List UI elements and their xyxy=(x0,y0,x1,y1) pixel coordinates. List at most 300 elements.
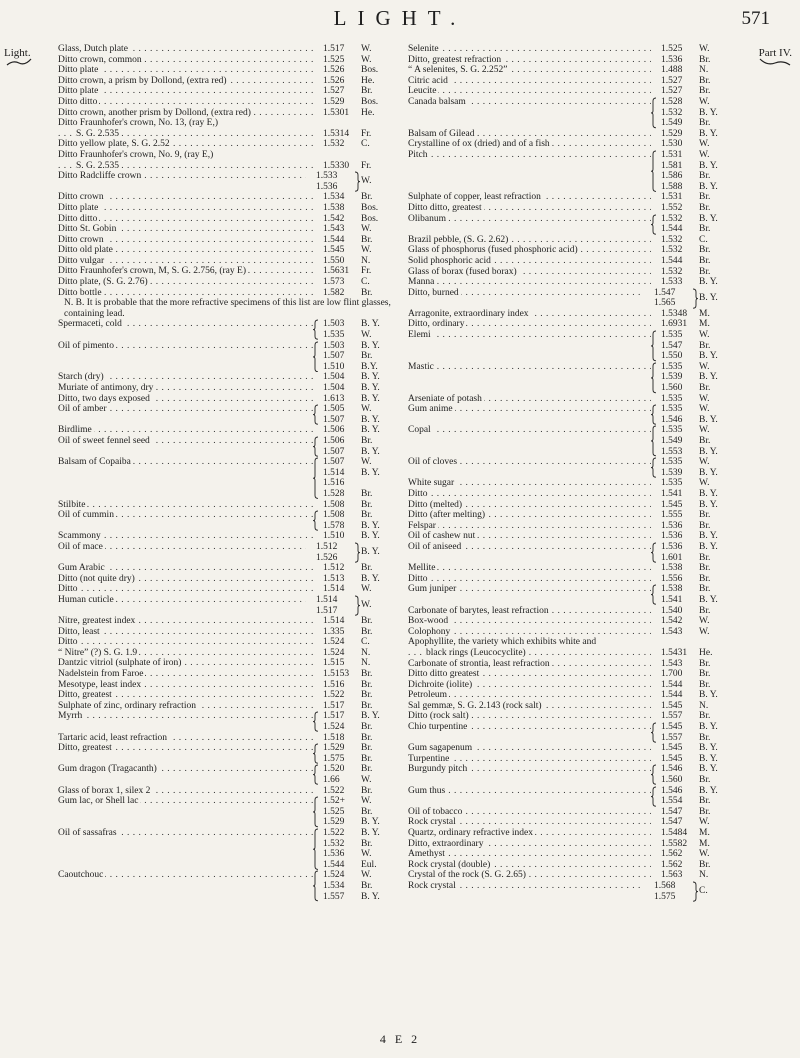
left-table-column xyxy=(58,44,393,902)
substance-name: Solid phosphoric acid xyxy=(408,255,491,266)
substance-name: Ditto xyxy=(408,573,428,584)
refractive-index-value: 1.5348 xyxy=(661,308,688,319)
refractive-index-value: 1.542 xyxy=(323,213,345,224)
refractive-index-value: 1.535 xyxy=(661,330,683,341)
authority-abbrev: Br. xyxy=(699,796,711,807)
table-row xyxy=(408,690,733,701)
authority-abbrev: Br. xyxy=(699,192,711,203)
refractive-index-value: 1.532 xyxy=(661,107,683,118)
table-row xyxy=(58,436,393,457)
refractive-index-value: 1.504 xyxy=(323,383,345,394)
authority-abbrev: N. xyxy=(361,647,371,658)
refractive-index-value: 1.528 xyxy=(323,488,345,499)
right-brace-mark xyxy=(354,171,360,192)
authority-abbrev: Br. xyxy=(361,287,373,298)
authority-abbrev: Br. xyxy=(699,202,711,213)
table-row xyxy=(408,722,733,743)
table-row xyxy=(408,764,733,785)
refractive-index-value: 1.544 xyxy=(661,690,683,701)
refractive-index-value: 1.545 xyxy=(323,245,345,256)
substance-name: Amethyst xyxy=(408,849,445,860)
refractive-index-value: 1.531 xyxy=(661,149,683,160)
refractive-index-value: 1.549 xyxy=(661,118,683,129)
authority-abbrev: W. xyxy=(361,224,372,235)
authority-abbrev: Br. xyxy=(361,669,373,680)
table-row xyxy=(408,669,733,680)
table-row xyxy=(58,319,393,340)
table-row xyxy=(58,711,393,732)
refractive-index-value: 1.557 xyxy=(661,711,683,722)
substance-name: Ditto Fraunhofer's crown, No. 13, (ray E,) xyxy=(58,118,219,129)
substance-name: Ditto ditto greatest xyxy=(408,669,480,680)
refractive-index-value: 1.536 xyxy=(661,531,683,542)
refractive-index-value: 1.512 xyxy=(323,563,345,574)
refractive-index-value: 1.586 xyxy=(661,171,683,182)
refractive-index-value: 1.547 xyxy=(661,340,683,351)
authority-abbrev: B.Y. xyxy=(361,361,378,372)
right-brace-mark xyxy=(692,881,698,902)
authority-abbrev: Br. xyxy=(361,510,373,521)
substance-name: Olibanum xyxy=(408,213,446,224)
substance-name: Manna xyxy=(408,277,435,288)
table-row xyxy=(408,659,733,670)
authority-abbrev: Br. xyxy=(699,510,711,521)
table-row xyxy=(58,733,393,744)
authority-abbrev: Bos. xyxy=(361,96,379,107)
table-row xyxy=(58,542,393,563)
authority-abbrev: W. xyxy=(361,849,372,860)
substance-name: Dichroite (iolite) xyxy=(408,679,473,690)
authority-abbrev: B. Y. xyxy=(699,351,718,362)
substance-name: Chio turpentine xyxy=(408,722,468,733)
refractive-index-value: 1.335 xyxy=(323,626,345,637)
authority-abbrev: Br. xyxy=(361,806,373,817)
table-row xyxy=(58,404,393,425)
refractive-index-value: 1.534 xyxy=(323,880,345,891)
refractive-index-value: 1.554 xyxy=(661,796,683,807)
refractive-index-value: 1.543 xyxy=(323,224,345,235)
refractive-index-value: 1.503 xyxy=(323,319,345,330)
authority-abbrev: Br. xyxy=(361,488,373,499)
table-row xyxy=(408,150,733,192)
note-text: N. B. It is probable that the more refractive specimens of this list are low flint glasses, containing lead. xyxy=(64,298,391,319)
refractive-index-value: 1.52+ xyxy=(323,796,345,807)
refractive-index-value: 1.6931 xyxy=(661,319,688,330)
refractive-index-value: 1.550 xyxy=(661,351,683,362)
authority-abbrev: B. Y. xyxy=(699,292,718,303)
refractive-index-value: 1.575 xyxy=(654,891,676,902)
authority-abbrev: Br. xyxy=(699,679,711,690)
table-row xyxy=(408,542,733,563)
authority-abbrev: Br. xyxy=(699,658,711,669)
authority-abbrev: N. xyxy=(361,658,371,669)
refractive-index-value: 1.504 xyxy=(323,372,345,383)
refractive-index-value: 1.524 xyxy=(323,870,345,881)
table-row xyxy=(58,288,393,299)
refractive-index-value: 1.536 xyxy=(661,520,683,531)
authority-abbrev: N. xyxy=(361,255,371,266)
authority-abbrev: Fr. xyxy=(361,160,372,171)
left-brace-mark xyxy=(313,319,319,340)
table-row xyxy=(58,76,393,87)
table-row xyxy=(408,860,733,871)
substance-name: Ditto vulgar xyxy=(58,255,105,266)
left-brace-mark xyxy=(651,330,657,362)
refractive-index-value: 1.533 xyxy=(316,171,338,182)
refractive-index-value: 1.518 xyxy=(323,732,345,743)
substance-name: Ditto bottle xyxy=(58,287,102,298)
authority-abbrev: M. xyxy=(699,308,710,319)
substance-name: Carbonate of strontia, least refraction xyxy=(408,658,550,669)
refractive-index-value: 1.545 xyxy=(661,700,683,711)
refractive-index-value: 1.581 xyxy=(661,160,683,171)
authority-abbrev: Br. xyxy=(361,86,373,97)
refractive-index-value: 1.507 xyxy=(323,351,345,362)
substance-name: Citric acid xyxy=(408,75,448,86)
authority-abbrev: Br. xyxy=(361,880,373,891)
refractive-index-value: 1.557 xyxy=(661,732,683,743)
table-row xyxy=(408,235,733,246)
table-row xyxy=(408,754,733,765)
authority-abbrev: W. xyxy=(699,96,710,107)
authority-abbrev: C. xyxy=(699,886,708,897)
refractive-index-value: 1.66 xyxy=(323,775,340,785)
table-row xyxy=(58,658,393,669)
authority-abbrev: Br. xyxy=(699,806,711,817)
table-row xyxy=(408,55,733,66)
substance-name: Tartaric acid, least refraction xyxy=(58,732,168,743)
table-row xyxy=(408,65,733,76)
table-row xyxy=(58,129,393,140)
refractive-index-value: 1.529 xyxy=(661,128,683,139)
table-row xyxy=(408,394,733,405)
substance-name: Gum anime xyxy=(408,404,453,415)
substance-name: Copal xyxy=(408,425,431,436)
substance-name: Gum Arabic xyxy=(58,563,105,574)
authority-abbrev: Br. xyxy=(699,340,711,351)
refractive-index-value: 1.526 xyxy=(323,75,345,86)
authority-abbrev: B. Y. xyxy=(699,690,718,701)
refractive-index-value: 1.547 xyxy=(661,806,683,817)
refractive-index-value: 1.522 xyxy=(323,690,345,701)
table-row xyxy=(408,839,733,850)
table-row xyxy=(408,500,733,511)
substance-name: Oil of cashew nut xyxy=(408,531,476,542)
authority-abbrev: B. Y. xyxy=(361,467,380,478)
refractive-index-value: 1.535 xyxy=(661,457,683,468)
substance-name: White sugar xyxy=(408,478,455,489)
refractive-index-value: 1.541 xyxy=(661,594,683,605)
substance-name: Crystal of the rock (S. G. 2.65) xyxy=(408,870,526,881)
substance-name: Starch (dry) xyxy=(58,372,104,383)
table-row xyxy=(58,394,393,405)
substance-name: Petroleum xyxy=(408,690,448,701)
table-row xyxy=(408,637,733,648)
refractive-index-value: 1.535 xyxy=(661,361,683,372)
table-row xyxy=(408,606,733,617)
authority-abbrev: Br. xyxy=(699,171,711,182)
authority-abbrev: W. xyxy=(699,457,710,468)
authority-abbrev: Br. xyxy=(699,266,711,277)
refractive-index-value: 1.532 xyxy=(661,213,683,224)
refractive-index-value: 1.573 xyxy=(323,277,345,288)
table-row xyxy=(58,595,393,616)
refractive-index-value: 1.545 xyxy=(661,753,683,764)
refractive-index-value: 1.535 xyxy=(661,425,683,436)
authority-abbrev: He. xyxy=(699,647,713,658)
authority-abbrev: B. Y. xyxy=(361,383,380,394)
right-brace-mark xyxy=(692,288,698,309)
authority-abbrev: B. Y. xyxy=(699,489,718,500)
substance-name: Box-wood xyxy=(408,616,449,627)
authority-abbrev: B. Y. xyxy=(699,764,718,775)
substance-name: “ Nitre” (?) S. G. 1.9 xyxy=(58,647,138,658)
substance-name: Ditto, greatest refraction xyxy=(408,54,502,65)
substance-name: Crystalline of ox (dried) and of a fish xyxy=(408,139,550,150)
refractive-index-value: 1.700 xyxy=(661,669,683,680)
substance-name: Ditto St. Gobin xyxy=(58,224,117,235)
authority-abbrev: Br. xyxy=(361,351,373,362)
table-row xyxy=(408,97,733,129)
table-row xyxy=(408,489,733,500)
table-row xyxy=(408,531,733,542)
table-row xyxy=(408,828,733,839)
substance-name: Ditto plate, (S. G. 2.76) xyxy=(58,277,148,288)
left-brace-mark xyxy=(313,404,319,425)
refractive-index-value: 1.516 xyxy=(323,478,345,489)
substance-name: Brazil pebble, (S. G. 2.62) xyxy=(408,234,509,245)
table-row xyxy=(408,563,733,574)
substance-name: Muriate of antimony, dry xyxy=(58,383,154,394)
table-note xyxy=(58,298,393,319)
authority-abbrev: Br. xyxy=(699,584,711,595)
refractive-index-value: 1.5431 xyxy=(661,647,688,658)
refractive-index-value: 1.532 xyxy=(323,139,345,150)
authority-abbrev: W. xyxy=(699,44,710,54)
substance-name: Gum sagapenum xyxy=(408,743,473,754)
table-row xyxy=(58,203,393,214)
authority-abbrev: W. xyxy=(361,176,372,187)
substance-name: Ditto ditto, greatest xyxy=(408,202,482,213)
refractive-index-value: 1.5314 xyxy=(323,128,350,139)
table-row xyxy=(408,330,733,362)
substance-name: Glass, Dutch plate xyxy=(58,44,128,54)
refractive-index-value: 1.544 xyxy=(661,224,683,235)
substance-name: Ditto Fraunhofer's crown, M, S. G. 2.756, (ray E) xyxy=(58,266,246,277)
refractive-index-value: 1.517 xyxy=(316,605,338,616)
refractive-index-value: 1.538 xyxy=(323,202,345,213)
table-row xyxy=(58,150,393,161)
refractive-index-value: 1.488 xyxy=(661,65,683,76)
authority-abbrev: Br. xyxy=(699,605,711,616)
refractive-index-value: 1.546 xyxy=(661,764,683,775)
table-row xyxy=(58,256,393,267)
substance-name: Ditto, two days exposed xyxy=(58,393,150,404)
authority-abbrev: C. xyxy=(361,139,370,150)
substance-name: Arragonite, extraordinary index xyxy=(408,308,529,319)
authority-abbrev: Fr. xyxy=(361,128,372,139)
table-row xyxy=(408,807,733,818)
refractive-index-value: 1.507 xyxy=(323,446,345,457)
substance-name: Canada balsam xyxy=(408,96,466,107)
authority-abbrev: Eul. xyxy=(361,859,377,870)
table-row xyxy=(58,574,393,585)
authority-abbrev: C. xyxy=(361,277,370,288)
refractive-index-value: 1.525 xyxy=(661,44,683,54)
substance-name: Felspar xyxy=(408,520,436,531)
authority-abbrev: B. Y. xyxy=(699,722,718,733)
table-row xyxy=(58,870,393,902)
substance-name: Arseniate of potash xyxy=(408,393,482,404)
refractive-index-value: 1.514 xyxy=(323,616,345,627)
refractive-index-value: 1.539 xyxy=(661,467,683,478)
substance-name: Ditto, greatest xyxy=(58,690,112,701)
authority-abbrev: Br. xyxy=(699,669,711,680)
substance-name: Nitre, greatest index xyxy=(58,616,136,627)
substance-name: Rock crystal xyxy=(408,880,456,891)
substance-name: Caoutchouc xyxy=(58,870,104,881)
refractive-index-value: 1.505 xyxy=(323,404,345,415)
authority-abbrev: Br. xyxy=(699,75,711,86)
side-label-left: Light. xyxy=(4,47,31,59)
authority-abbrev: W. xyxy=(361,584,372,595)
authority-abbrev: B. Y. xyxy=(361,393,380,404)
refractive-index-value: 1.588 xyxy=(661,181,683,192)
table-row xyxy=(58,637,393,648)
table-row xyxy=(58,245,393,256)
authority-abbrev: Br. xyxy=(699,118,711,129)
table-row xyxy=(58,743,393,764)
refractive-index-value: 1.532 xyxy=(661,266,683,277)
table-row xyxy=(58,171,393,192)
refractive-index-value: 1.540 xyxy=(661,605,683,616)
refractive-index-value: 1.562 xyxy=(661,859,683,870)
authority-abbrev: B. Y. xyxy=(361,446,380,457)
table-row xyxy=(408,680,733,691)
substance-name: Ditto ditto xyxy=(58,96,98,107)
authority-abbrev: W. xyxy=(361,330,372,341)
refractive-index-value: 1.544 xyxy=(661,679,683,690)
refractive-index-value: 1.547 xyxy=(661,817,683,828)
refractive-index-value: 1.535 xyxy=(323,330,345,341)
refractive-index-value: 1.510 xyxy=(323,361,345,372)
substance-name: Glass of borax 1, silex 2 xyxy=(58,785,151,796)
substance-name: Scammony xyxy=(58,531,101,542)
substance-name: Ditto xyxy=(58,637,78,648)
refractive-index-value: 1.516 xyxy=(323,679,345,690)
authority-abbrev: He. xyxy=(361,107,375,118)
side-label-underline-left xyxy=(5,57,33,67)
authority-abbrev: Br. xyxy=(699,573,711,584)
authority-abbrev: Br. xyxy=(699,54,711,65)
refractive-index-value: 1.522 xyxy=(323,827,345,838)
authority-abbrev: B. Y. xyxy=(699,277,718,288)
left-brace-mark xyxy=(651,722,657,743)
refractive-index-value: 1.544 xyxy=(661,255,683,266)
refractive-index-value: 1.5301 xyxy=(323,107,350,118)
substance-name: Mellite xyxy=(408,563,436,574)
table-row xyxy=(408,584,733,605)
authority-abbrev: Br. xyxy=(361,616,373,627)
substance-name: Ditto crown, another prism by Dollond, (extra red) xyxy=(58,107,251,118)
table-row xyxy=(58,563,393,574)
authority-abbrev: Br. xyxy=(361,700,373,711)
substance-name: Rock crystal (double) xyxy=(408,859,491,870)
refractive-index-value: 1.533 xyxy=(661,277,683,288)
authority-abbrev: B. Y. xyxy=(699,414,718,425)
table-row xyxy=(58,192,393,203)
authority-abbrev: Br. xyxy=(361,753,373,764)
substance-name: Oil of sassafras xyxy=(58,827,117,838)
table-row xyxy=(408,457,733,478)
substance-name: Oil of tobacco xyxy=(408,806,463,817)
authority-abbrev: B. Y. xyxy=(699,128,718,139)
refractive-index-value: 1.535 xyxy=(661,404,683,415)
substance-name: Ditto crown, a prism by Dollond, (extra red) xyxy=(58,75,227,86)
refractive-index-value: 1.524 xyxy=(323,722,345,733)
substance-name: Carbonate of barytes, least refraction xyxy=(408,605,549,616)
table-row xyxy=(58,224,393,235)
left-brace-mark xyxy=(651,584,657,605)
table-row xyxy=(408,319,733,330)
refractive-index-value: 1.538 xyxy=(661,584,683,595)
authority-abbrev: W. xyxy=(699,478,710,489)
authority-abbrev: W. xyxy=(699,425,710,436)
left-brace-mark xyxy=(651,214,657,235)
refractive-index-value: 1.542 xyxy=(661,616,683,627)
table-row xyxy=(58,383,393,394)
authority-abbrev: W. xyxy=(699,626,710,637)
authority-abbrev: W. xyxy=(699,149,710,160)
substance-name: Mastic xyxy=(408,361,434,372)
authority-abbrev: Br. xyxy=(361,764,373,775)
authority-abbrev: Br. xyxy=(699,255,711,266)
refractive-index-value: 1.526 xyxy=(316,552,338,563)
authority-abbrev: W. xyxy=(699,330,710,341)
table-row xyxy=(408,881,733,902)
refractive-index-value: 1.506 xyxy=(323,435,345,446)
refractive-index-value: 1.5153 xyxy=(323,669,350,680)
table-row xyxy=(58,616,393,627)
refractive-index-value: 1.503 xyxy=(323,340,345,351)
refractive-index-value: 1.507 xyxy=(323,457,345,468)
left-brace-mark xyxy=(651,542,657,563)
authority-abbrev: Br. xyxy=(361,679,373,690)
refractive-index-value: 1.517 xyxy=(323,44,345,54)
table-row xyxy=(408,214,733,235)
left-brace-mark xyxy=(651,97,657,129)
table-row xyxy=(408,139,733,150)
refractive-index-value: 1.514 xyxy=(323,467,345,478)
authority-abbrev: B. Y. xyxy=(699,181,718,192)
table-row xyxy=(58,690,393,701)
substance-name: Ditto (melted) xyxy=(408,499,463,510)
authority-abbrev: W. xyxy=(361,457,372,468)
authority-abbrev: Br. xyxy=(699,552,711,563)
table-row xyxy=(408,870,733,881)
authority-abbrev: B. Y. xyxy=(361,891,380,902)
refractive-index-value: 1.508 xyxy=(323,499,345,510)
table-row xyxy=(58,44,393,55)
table-row xyxy=(408,425,733,457)
refractive-index-value: 1.517 xyxy=(323,700,345,711)
table-row xyxy=(408,76,733,87)
refractive-index-value: 1.5631 xyxy=(323,266,350,277)
right-table-column xyxy=(408,44,733,902)
authority-abbrev: Br. xyxy=(361,785,373,796)
table-row xyxy=(58,627,393,638)
refractive-index-value: 1.530 xyxy=(661,139,683,150)
